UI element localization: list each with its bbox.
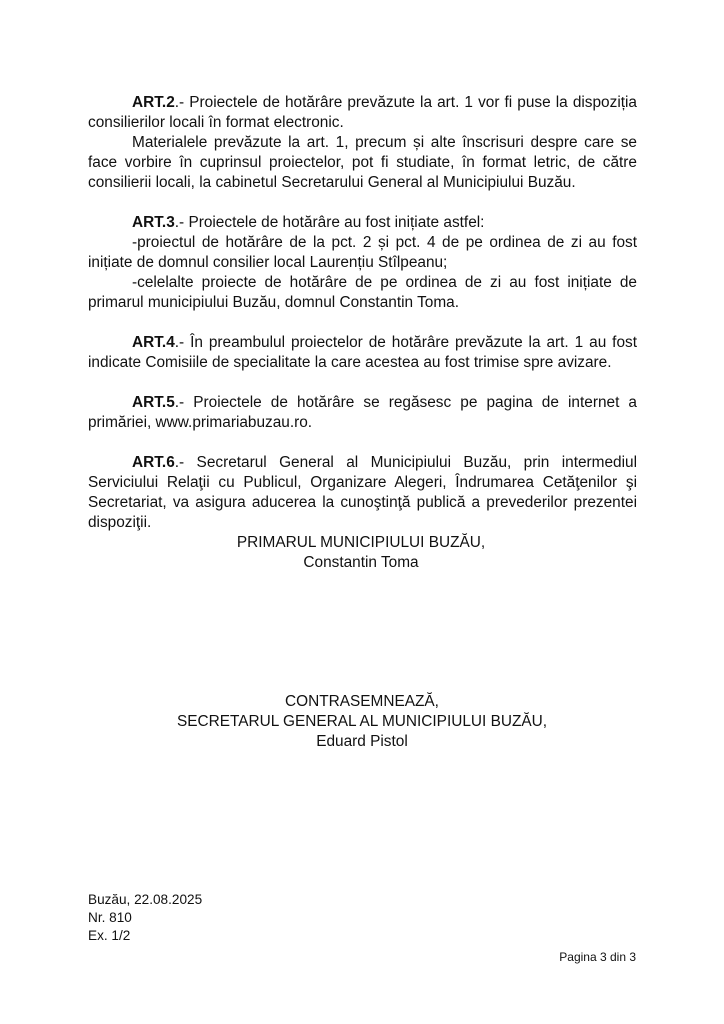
- article-text: .- Proiectele de hotărâre au fost inițiate astfel:: [174, 214, 485, 231]
- mayor-signature-block: [0, 533, 723, 573]
- article-4: [88, 333, 637, 373]
- article-text: .- În preambulul proiectelor de hotărâre prevăzute la art. 1 au fost indicate Comisiile de specialitate la care acestea au fost trimise spre avizare.: [88, 334, 637, 371]
- article-2: [88, 93, 637, 133]
- article-label: ART.5: [132, 394, 175, 411]
- article-text: .- Proiectele de hotărâre se regăsesc pe pagina de internet a primăriei, www.primariabuzau.ro.: [88, 394, 637, 431]
- mayor-name: Constantin Toma: [303, 554, 419, 571]
- article-label: ART.2: [132, 94, 175, 111]
- registration-number: Nr. 810: [88, 910, 132, 925]
- article-2-paragraph: Materialele prevăzute la art. 1, precum și alte înscrisuri despre care se face vorbire în cuprinsul proiectelor, pot fi studiate, în format letric, de către consilierii locali, la cabinetul Secretarului General al Municipiului Buzău.: [88, 134, 637, 191]
- article-label: ART.6: [132, 454, 175, 471]
- article-3: [88, 213, 637, 233]
- page-number: Pagina 3 din 3: [559, 950, 636, 964]
- article-text: .- Proiectele de hotărâre prevăzute la art. 1 vor fi puse la dispoziția consilierilor locali în format electronic.: [88, 94, 637, 131]
- mayor-title: PRIMARUL MUNICIPIULUI BUZĂU,: [236, 534, 486, 551]
- place-date: Buzău, 22.08.2025: [88, 892, 203, 907]
- article-3-item-1: -proiectul de hotărâre de la pct. 2 și pct. 4 de pe ordinea de zi au fost inițiate de domnul consilier local Laurențiu Stîlpeanu;: [88, 234, 637, 271]
- article-5: [88, 393, 637, 433]
- article-3-item-2: -celelalte proiecte de hotărâre de pe ordinea de zi au fost inițiate de primarul municipiului Buzău, domnul Constantin Toma.: [88, 274, 637, 311]
- secretary-name: Eduard Pistol: [316, 733, 408, 750]
- document-footer: [88, 891, 202, 945]
- article-text: .- Secretarul General al Municipiului Buzău, prin intermediul Serviciului Relaţii cu Publicul, Organizare Alegeri, Îndrumarea Cetăţenilor şi Secretariat, va asigura aducerea la cunoştinţă publică a prevederilor prezentei dispoziţii.: [88, 454, 637, 531]
- countersign-label: CONTRASEMNEAZĂ,: [285, 693, 439, 710]
- article-6: [88, 453, 637, 533]
- copy-count: Ex. 1/2: [88, 928, 131, 943]
- secretary-title: SECRETARUL GENERAL AL MUNICIPIULUI BUZĂU,: [176, 713, 548, 730]
- article-label: ART.4: [132, 334, 175, 351]
- document-body: [88, 93, 637, 533]
- secretary-signature-block: [0, 692, 724, 752]
- article-label: ART.3: [132, 214, 175, 231]
